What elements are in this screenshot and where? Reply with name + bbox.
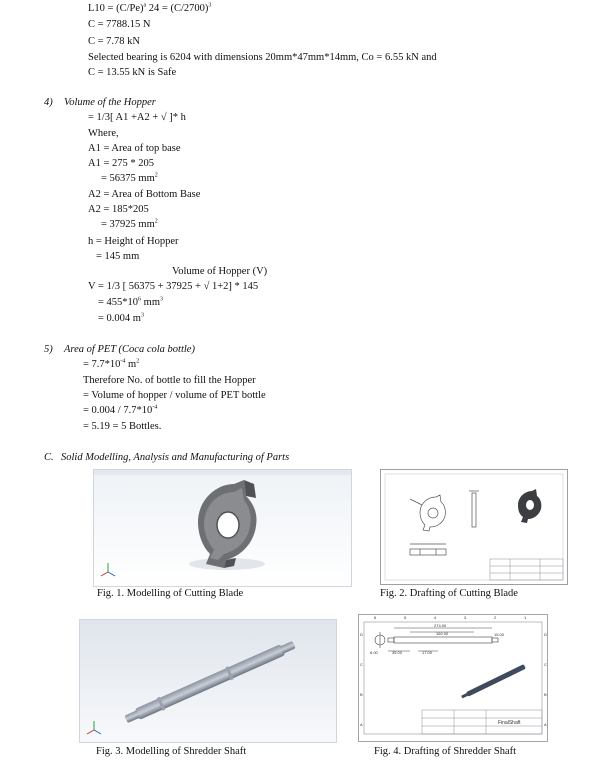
selected-bearing: Selected bearing is 6204 with dimensions 20mm*47mm*14mm, Co = 6.55 kN and: [88, 52, 437, 63]
dim-274: 274.00: [434, 623, 447, 628]
pet-ratio: = Volume of hopper / volume of PET bottle: [83, 390, 266, 401]
pet-result: = 5.19 = 5 Bottles.: [83, 421, 162, 432]
section-c-title: Solid Modelling, Analysis and Manufacturing of Parts: [61, 452, 290, 463]
fig3-shaft-model: [79, 619, 337, 743]
row-label: B: [544, 692, 547, 697]
col-label: 5: [404, 615, 407, 620]
a2-definition: A2 = Area of Bottom Base: [88, 189, 201, 200]
row-label: B: [360, 692, 363, 697]
h-value: = 145 mm: [96, 251, 140, 262]
pet-calculation: = $0.004 / 7.7*10^{-4}$: [83, 404, 158, 416]
fig4-caption: Fig. 4. Drafting of Shredder Shaft: [374, 746, 517, 757]
bearing-safe: C = 13.55 kN is Safe: [88, 67, 177, 78]
fig1-caption: Fig. 1. Modelling of Cutting Blade: [97, 588, 244, 599]
row-label: D: [544, 632, 547, 637]
section-4-number: 4): [44, 97, 53, 108]
v-cubic-meters: = 0.004 $m^3$: [98, 312, 144, 324]
a1-definition: A1 = Area of top base: [88, 143, 181, 154]
col-label: 3: [464, 615, 467, 620]
hopper-formula: = 1/3[ A1 +A2 + √ ]* h: [88, 112, 186, 123]
v-calculation: V = 1/3 [ 56375 + 37925 + √ 1+2] * 145: [88, 281, 259, 292]
col-label: 2: [494, 615, 497, 620]
pet-therefore: Therefore No. of bottle to fill the Hopper: [83, 375, 256, 386]
fig1-cutting-blade-model: [93, 469, 352, 587]
v-value: = $455*10^6$ $mm^3$: [98, 296, 164, 308]
row-label: A: [544, 722, 547, 727]
col-label: 4: [434, 615, 437, 620]
a2-calculation: A2 = 185*205: [88, 204, 149, 215]
l10-equation: $L10 = (C/Pe)^a$ $24 = (C/2700)^3$: [88, 2, 212, 14]
a1-value: = 56375 $mm^2$: [101, 172, 158, 184]
dim-17: 17.00: [422, 650, 433, 655]
section-5-heading: Area of PET (Coca cola bottle): [64, 344, 195, 355]
section-5-number: 5): [44, 344, 53, 355]
dim-35: 35.00: [392, 650, 403, 655]
row-label: C: [360, 662, 363, 667]
fig2-caption: Fig. 2. Drafting of Cutting Blade: [380, 588, 518, 599]
fig4-shaft-drawing: [358, 614, 548, 742]
pet-area: = $7.7*10^{-4}$ $m^2$: [83, 358, 140, 370]
where-label: Where,: [88, 128, 119, 139]
row-label: D: [360, 632, 363, 637]
h-definition: h = Height of Hopper: [88, 236, 179, 247]
dim-160: 160.00: [436, 631, 449, 636]
c-newton: C = 7788.15 N: [88, 19, 151, 30]
dim-6: 6.00: [370, 650, 378, 655]
col-label: 1: [524, 615, 527, 620]
section-4-heading: Volume of the Hopper: [64, 97, 156, 108]
c-kilonewton: C = 7.78 kN: [88, 36, 141, 47]
row-label: A: [360, 722, 363, 727]
a2-value: = 37925 $mm^2$: [101, 218, 158, 230]
section-c-label: C.: [44, 452, 54, 463]
a1-calculation: A1 = 275 * 205: [88, 158, 155, 169]
fig2-cutting-blade-drawing: [380, 469, 568, 585]
fig4-title: FinalShaft: [498, 720, 521, 726]
col-label: 6: [374, 615, 377, 620]
row-label: C: [544, 662, 547, 667]
volume-title: Volume of Hopper (V): [172, 266, 268, 277]
dim-15: 15.00: [494, 632, 505, 637]
fig3-caption: Fig. 3. Modelling of Shredder Shaft: [96, 746, 247, 757]
